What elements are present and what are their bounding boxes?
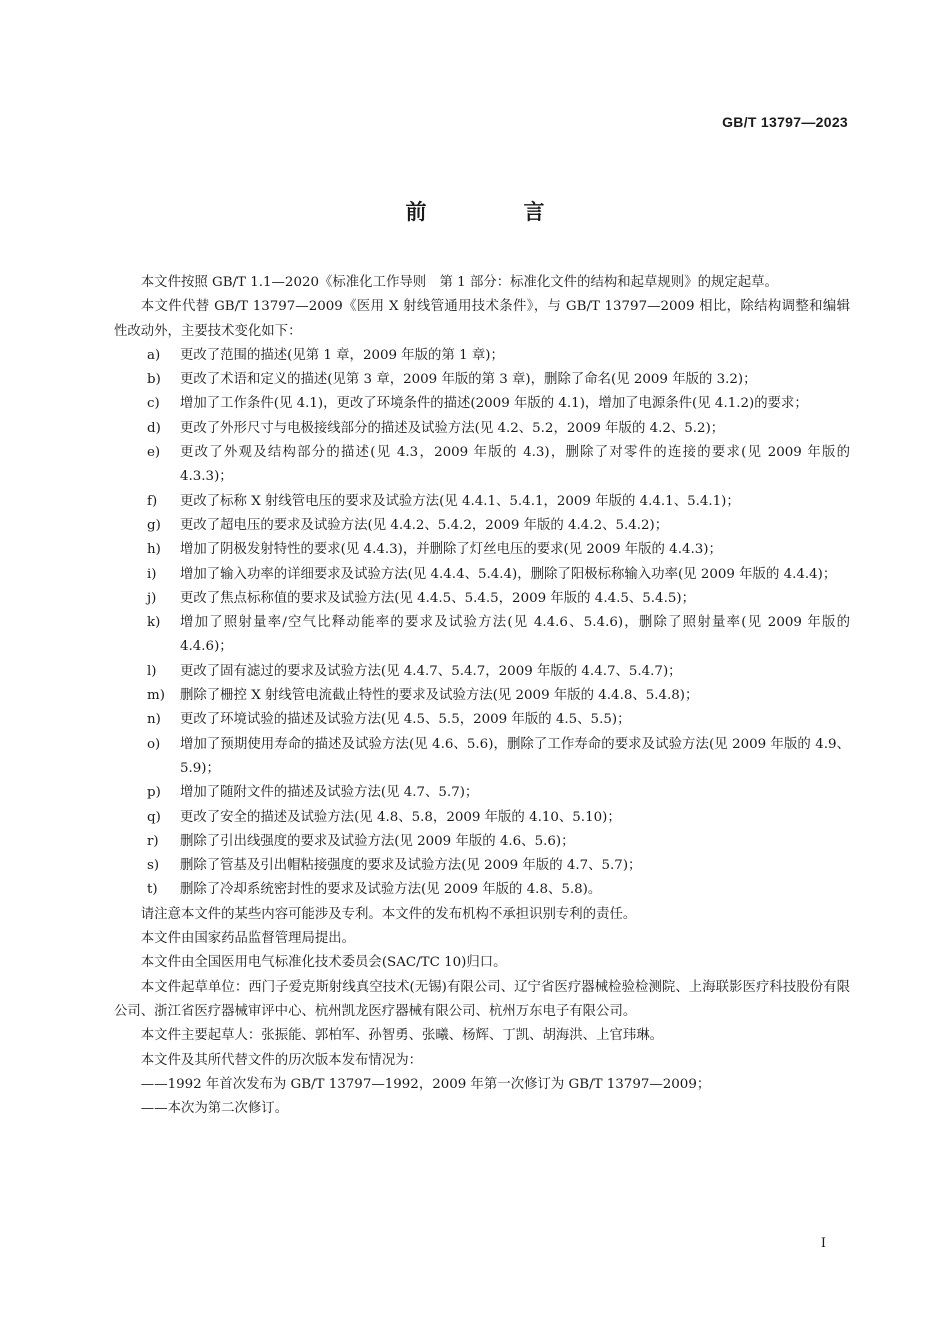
list-item-letter: d): [147, 420, 161, 436]
list-item-letter: s): [147, 858, 160, 874]
list-item-letter: i): [147, 566, 157, 582]
paragraph-drafters: 本文件主要起草人：张振能、郭柏军、孙智勇、张曦、杨辉、丁凯、胡海洪、上官玮琳。: [140, 1028, 664, 1044]
list-item-text: 增加了照射量率/空气比释动能率的要求及试验方法(见 4.4.6、5.4.6)，删除了照射量率(见 2009 年版的 4.4.6)；: [180, 615, 850, 655]
list-item-letter: k): [147, 615, 161, 631]
page-title: 前 言: [405, 200, 583, 224]
list-item-text: 增加了输入功率的详细要求及试验方法(见 4.4.4、5.4.4)，删除了阳极标称输入功率(见 2009 年版的 4.4.4)；: [180, 566, 837, 582]
list-item: [114, 830, 850, 854]
list-item: [114, 538, 850, 562]
list-item: [114, 878, 850, 902]
list-item-letter: l): [147, 663, 157, 679]
list-item: [114, 611, 850, 660]
list-item-text: 增加了预期使用寿命的描述及试验方法(见 4.6、5.6)，删除了工作寿命的要求及试验方法(见 2009 年版的 4.9、5.9)；: [180, 736, 850, 776]
list-item-letter: m): [147, 688, 165, 704]
list-item: [114, 708, 850, 732]
list-item-text: 删除了引出线强度的要求及试验方法(见 2009 年版的 4.6、5.6)；: [180, 833, 575, 849]
paragraph-patent-notice: 请注意本文件的某些内容可能涉及专利。本文件的发布机构不承担识别专利的责任。: [140, 906, 637, 922]
list-item-text: 更改了标称 X 射线管电压的要求及试验方法(见 4.4.1、5.4.1，2009 年版的 4.4.1、5.4.1)；: [180, 493, 740, 509]
list-item: [114, 417, 850, 441]
list-item-letter: r): [147, 833, 159, 849]
list-item-text: 更改了术语和定义的描述(见第 3 章，2009 年版的第 3 章)，删除了命名(见 2009 年版的 3.2)；: [180, 372, 757, 388]
list-item-letter: b): [147, 372, 161, 388]
list-item: [114, 660, 850, 684]
list-item: [114, 514, 850, 538]
list-item: [114, 563, 850, 587]
list-item-letter: p): [147, 785, 161, 801]
list-item: [114, 490, 850, 514]
list-item-letter: t): [147, 882, 158, 898]
list-item-text: 增加了工作条件(见 4.1)，更改了环境条件的描述(2009 年版的 4.1)，增加了电源条件(见 4.1.2)的要求；: [180, 396, 808, 412]
page-number: Ⅰ: [820, 1236, 826, 1251]
list-item-text: 更改了固有滤过的要求及试验方法(见 4.4.7、5.4.7，2009 年版的 4.4.7、5.4.7)；: [180, 663, 682, 679]
list-item: [114, 344, 850, 368]
list-item-letter: e): [147, 445, 161, 461]
list-item: [114, 781, 850, 805]
paragraph-drafting-units: 本文件起草单位：西门子爱克斯射线真空技术(无锡)有限公司、辽宁省医疗器械检验检测院、上海联影医疗科技股份有限公司、浙江省医疗器械审评中心、杭州凯龙医疗器械有限公司、杭州万东电子有限公司。: [114, 979, 850, 1019]
list-item-text: 删除了冷却系统密封性的要求及试验方法(见 2009 年版的 4.8、5.8)。: [180, 882, 602, 898]
history-line: ——1992 年首次发布为 GB/T 13797—1992，2009 年第一次修订为 GB/T 13797—2009；: [140, 1076, 711, 1092]
paragraph-replacement: 本文件代替 GB/T 13797—2009《医用 X 射线管通用技术条件》，与 GB/T 13797—2009 相比，除结构调整和编辑性改动外，主要技术变化如下：: [114, 299, 850, 339]
list-item: [114, 684, 850, 708]
list-item: [114, 733, 850, 782]
list-item-text: 删除了栅控 X 射线管电流截止特性的要求及试验方法(见 2009 年版的 4.4.8、5.4.8)；: [180, 688, 699, 704]
list-item: [114, 587, 850, 611]
history-line: ——本次为第二次修订。: [140, 1101, 289, 1117]
list-item-letter: j): [147, 590, 157, 606]
standard-code: GB/T 13797—2023: [722, 114, 848, 130]
paragraph-drafting-rules: 本文件按照 GB/T 1.1—2020《标准化工作导则 第 1 部分：标准化文件的结构和起草规则》的规定起草。: [140, 275, 778, 290]
paragraph-committee: 本文件由全国医用电气标准化技术委员会(SAC/TC 10)归口。: [140, 955, 507, 971]
list-item-letter: q): [147, 809, 161, 825]
list-item-text: 更改了外形尺寸与电极接线部分的描述及试验方法(见 4.2、5.2，2009 年版的 4.2、5.2)；: [180, 420, 725, 436]
list-item-letter: g): [147, 517, 161, 533]
list-item-letter: h): [147, 542, 161, 558]
list-item-text: 更改了超电压的要求及试验方法(见 4.4.2、5.4.2，2009 年版的 4.4.2、5.4.2)；: [180, 517, 669, 533]
list-item: [114, 806, 850, 830]
list-item-letter: f): [147, 493, 158, 509]
list-item-letter: o): [147, 736, 161, 752]
list-item-text: 增加了阴极发射特性的要求(见 4.4.3)，并删除了灯丝电压的要求(见 2009 年版的 4.4.3)；: [180, 542, 722, 558]
list-item-text: 更改了环境试验的描述及试验方法(见 4.5、5.5，2009 年版的 4.5、5.5)；: [180, 712, 631, 728]
list-item: [114, 441, 850, 490]
list-item: [114, 854, 850, 878]
paragraph-history-intro: 本文件及其所代替文件的历次版本发布情况为：: [140, 1052, 422, 1068]
foreword-body: [114, 271, 850, 1121]
list-item-letter: c): [147, 396, 160, 412]
list-item-text: 更改了焦点标称值的要求及试验方法(见 4.4.5、5.4.5，2009 年版的 4.4.5、5.4.5)；: [180, 590, 695, 606]
list-item: [114, 392, 850, 416]
paragraph-proposer: 本文件由国家药品监督管理局提出。: [140, 931, 356, 947]
technical-changes-list: [114, 344, 850, 903]
list-item-text: 删除了管基及引出帽粘接强度的要求及试验方法(见 2009 年版的 4.7、5.7)；: [180, 858, 642, 874]
list-item-letter: a): [147, 347, 161, 363]
list-item-text: 更改了外观及结构部分的描述(见 4.3，2009 年版的 4.3)，删除了对零件的连接的要求(见 2009 年版的 4.3.3)；: [180, 445, 850, 485]
list-item-text: 更改了安全的描述及试验方法(见 4.8、5.8，2009 年版的 4.10、5.10)；: [180, 809, 621, 825]
list-item-text: 更改了范围的描述(见第 1 章，2009 年版的第 1 章)；: [180, 347, 504, 363]
list-item: [114, 368, 850, 392]
list-item-text: 增加了随附文件的描述及试验方法(见 4.7、5.7)；: [180, 785, 479, 801]
list-item-letter: n): [147, 712, 161, 728]
